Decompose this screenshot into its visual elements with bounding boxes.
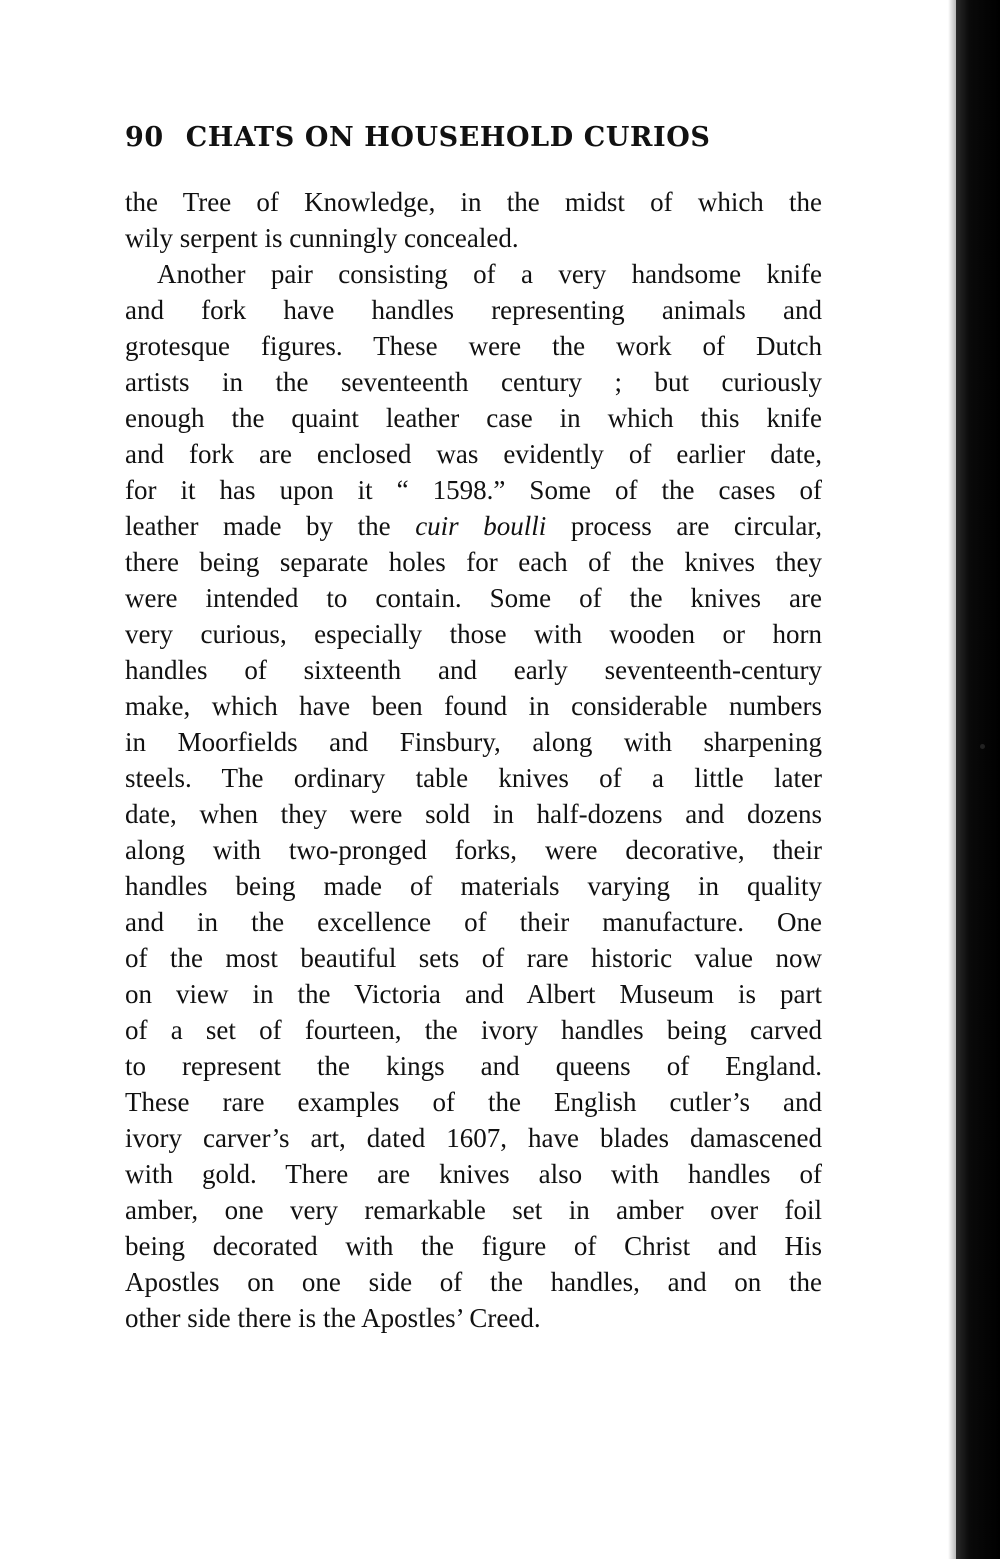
text-line: and in the excellence of their manufacture. One — [125, 907, 822, 937]
text-line: other side there is the Apostles’ Creed. — [125, 1303, 541, 1333]
text-line — [125, 508, 822, 544]
text-line: very curious, especially those with wooden or horn — [125, 619, 822, 649]
text-line: ivory carver’s art, dated 1607, have blades damascened — [125, 1123, 822, 1153]
text-line: and fork are enclosed was evidently of earlier date, — [125, 439, 822, 469]
text-line: Apostles on one side of the handles, and on the — [125, 1267, 822, 1297]
text-line: and fork have handles representing animals and — [125, 295, 822, 325]
paragraph-start-line: Another pair consisting of a very handsome knife — [157, 259, 822, 289]
text-line: the Tree of Knowledge, in the midst of which the — [125, 187, 822, 217]
text-line: grotesque figures. These were the work of Dutch — [125, 331, 822, 361]
text-line: with gold. There are knives also with handles of — [125, 1159, 822, 1189]
text-line: for it has upon it “ 1598.” Some of the cases of — [125, 475, 822, 505]
text-line: along with two-pronged forks, were decorative, their — [125, 835, 822, 865]
text-line: handles being made of materials varying in quality — [125, 871, 822, 901]
page-number: 90 — [125, 122, 164, 153]
text-line: enough the quaint leather case in which this knife — [125, 403, 822, 433]
text-line: on view in the Victoria and Albert Museum is part — [125, 979, 822, 1009]
book-binding-edge — [956, 0, 1000, 1559]
text-line: of the most beautiful sets of rare historic value now — [125, 943, 822, 973]
text-line: date, when they were sold in half-dozens and dozens — [125, 799, 822, 829]
scan-speck — [980, 744, 985, 749]
text-segment: leather made by the — [125, 511, 416, 541]
text-line: amber, one very remarkable set in amber over foil — [125, 1195, 822, 1225]
text-line: These rare examples of the English cutler’s and — [125, 1087, 822, 1117]
italic-term: cuir boulli — [415, 511, 547, 541]
page-header — [125, 122, 825, 153]
text-line: of a set of fourteen, the ivory handles being carved — [125, 1015, 822, 1045]
text-line: steels. The ordinary table knives of a little later — [125, 763, 822, 793]
text-line: being decorated with the figure of Christ and His — [125, 1231, 822, 1261]
body-text — [125, 184, 822, 1336]
text-line: make, which have been found in considerable numbers — [125, 691, 822, 721]
text-line: were intended to contain. Some of the knives are — [125, 583, 822, 613]
text-line: in Moorfields and Finsbury, along with sharpening — [125, 727, 822, 757]
text-line: there being separate holes for each of the knives they — [125, 547, 822, 577]
text-line: to represent the kings and queens of England. — [125, 1051, 822, 1081]
text-line: handles of sixteenth and early seventeenth-century — [125, 655, 822, 685]
text-line: artists in the seventeenth century ; but curiously — [125, 367, 822, 397]
text-segment: process are circular, — [546, 511, 822, 541]
text-line: wily serpent is cunningly concealed. — [125, 223, 519, 253]
running-title: CHATS ON HOUSEHOLD CURIOS — [185, 122, 711, 153]
